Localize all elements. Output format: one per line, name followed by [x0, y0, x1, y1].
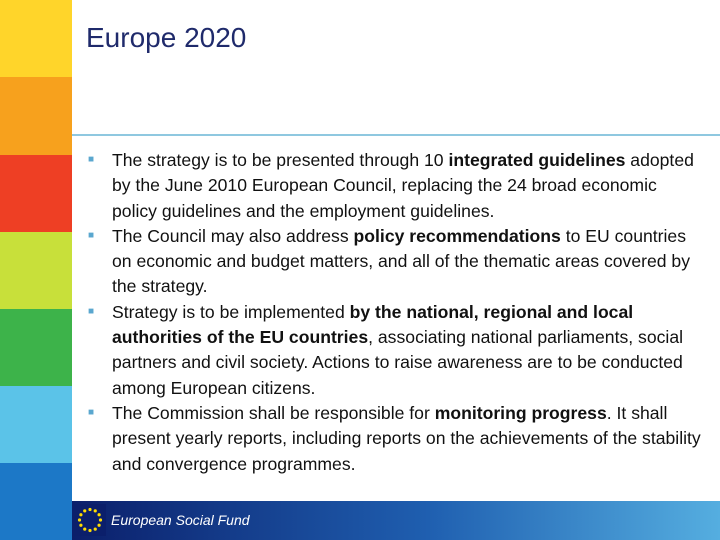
flag-star — [99, 518, 102, 521]
flag-star — [79, 513, 82, 516]
bullet-text-part: The strategy is to be presented through 10 — [112, 150, 449, 170]
square-bullet-icon: ■ — [88, 305, 95, 317]
flag-star — [88, 508, 91, 511]
square-bullet-icon: ■ — [88, 406, 95, 418]
bullet-emphasis: by the national, regional and local authorities of the EU countries — [112, 301, 634, 348]
bullet-text-part: The Council may also address — [112, 225, 354, 246]
bullet-text-part: , associating national parliaments, social partners and civil society. Actions to raise awareness are to be conducted among European citizens. — [112, 327, 684, 398]
title-divider — [72, 134, 720, 136]
bullet-item — [82, 224, 702, 300]
page-title: Europe 2020 — [86, 22, 247, 53]
flag-star — [83, 509, 86, 512]
bullet-text — [112, 226, 690, 297]
bullet-text-part: . It shall present yearly reports, including reports on the achievements of the stability and convergence programmes. — [112, 402, 701, 474]
bullet-item — [82, 401, 702, 477]
bullet-text-part: to EU countries on economic and budget matters, and all of the thematic areas covered by the strategy. — [112, 225, 690, 297]
bullet-emphasis: monitoring progress — [434, 402, 607, 423]
sidebar-band — [0, 0, 72, 77]
bullet-text — [112, 150, 694, 221]
bullet-list — [82, 148, 702, 477]
flag-star — [97, 513, 100, 516]
flag-star — [94, 509, 97, 512]
bullet-item — [82, 148, 702, 224]
sidebar-band — [0, 232, 72, 309]
sidebar-band — [0, 463, 72, 540]
flag-star — [94, 527, 97, 530]
flag-star — [79, 524, 82, 527]
bullet-text — [112, 403, 701, 474]
bullet-emphasis: policy recommendations — [353, 225, 561, 246]
sidebar-band — [0, 309, 72, 386]
bullet-emphasis: integrated guidelines — [448, 150, 626, 170]
eu-flag-icon — [74, 504, 106, 536]
bullet-text — [112, 302, 683, 398]
sidebar-band — [0, 155, 72, 232]
flag-star — [88, 529, 91, 532]
square-bullet-icon: ■ — [88, 154, 95, 165]
flag-star — [83, 527, 86, 530]
color-sidebar — [0, 0, 72, 540]
sidebar-band — [0, 386, 72, 463]
bullet-text-part: The Commission shall be responsible for — [112, 402, 435, 423]
bullet-item — [82, 300, 702, 401]
square-bullet-icon: ■ — [88, 229, 95, 241]
flag-star — [97, 524, 100, 527]
sidebar-band — [0, 77, 72, 155]
flag-star — [78, 518, 81, 521]
bullet-text-part: Strategy is to be implemented — [112, 301, 350, 322]
footer-label: European Social Fund — [111, 512, 250, 528]
bullet-text-part: adopted by the June 2010 European Council, replacing the 24 broad economic policy guidelines and the employment guidelines. — [112, 150, 694, 221]
